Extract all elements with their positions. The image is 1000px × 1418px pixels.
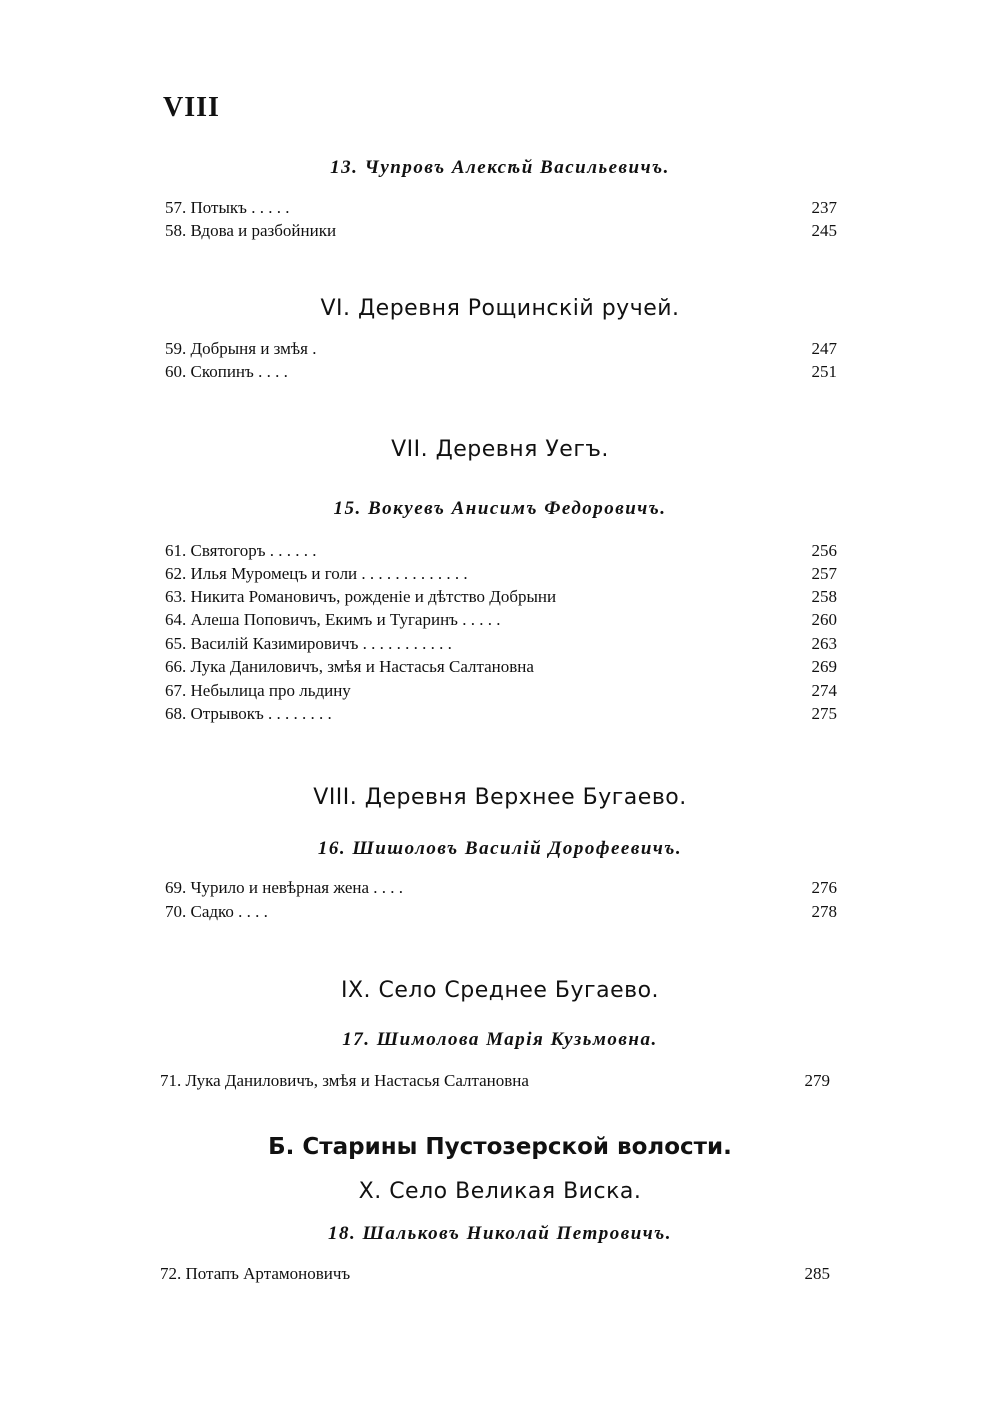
toc-entry[interactable] bbox=[165, 609, 837, 631]
toc-entry[interactable] bbox=[165, 220, 837, 242]
toc-entry[interactable] bbox=[165, 633, 837, 655]
section-heading-b: Б. Старины Пустозерской волости. bbox=[268, 1134, 732, 1160]
toc-entry[interactable] bbox=[165, 680, 837, 702]
author-heading-13: 13. Чупровъ Алексѣй Васильевичъ. bbox=[330, 157, 670, 178]
entry-title: 57. Потыкъ . . . . . bbox=[165, 198, 290, 217]
entry-title: 60. Скопинъ . . . . bbox=[165, 362, 288, 381]
entry-page: 260 bbox=[811, 610, 837, 629]
village-heading-7: VII. Деревня Уегъ. bbox=[391, 437, 609, 462]
entry-page: 285 bbox=[804, 1264, 830, 1283]
entry-title: 58. Вдова и разбойники bbox=[165, 221, 337, 240]
entry-title: 64. Алеша Поповичъ, Екимъ и Тугаринъ . . . . . bbox=[165, 610, 501, 629]
toc-entry[interactable] bbox=[165, 656, 837, 678]
toc-entry[interactable] bbox=[165, 703, 837, 725]
village-heading-10: X. Село Великая Виска. bbox=[358, 1179, 642, 1204]
toc-entry[interactable] bbox=[160, 1070, 830, 1092]
entry-title: 65. Василій Казимировичъ . . . . . . . . . . . bbox=[165, 634, 452, 653]
author-heading-18: 18. Шальковъ Николай Петровичъ. bbox=[327, 1223, 673, 1244]
entry-title: 67. Небылица про льдину bbox=[165, 681, 351, 700]
entry-page: 245 bbox=[811, 221, 837, 240]
author-heading-16: 16. Шишоловъ Василій Дорофеевичъ. bbox=[317, 838, 683, 859]
entry-title: 69. Чурило и невѣрная жена . . . . bbox=[165, 878, 404, 897]
entry-page: 251 bbox=[811, 362, 837, 381]
toc-entry[interactable] bbox=[165, 586, 837, 608]
entry-title: 66. Лука Даниловичъ, змѣя и Настасья Салтановна bbox=[165, 657, 534, 676]
entry-page: 274 bbox=[811, 681, 837, 700]
page-number: VIII bbox=[163, 92, 220, 123]
toc-entry[interactable] bbox=[165, 361, 837, 383]
entry-page: 275 bbox=[811, 704, 837, 723]
entry-page: 247 bbox=[811, 339, 837, 358]
toc-entry[interactable] bbox=[160, 1263, 830, 1285]
entry-title: 71. Лука Даниловичъ, змѣя и Настасья Салтановна bbox=[160, 1071, 529, 1090]
entry-title: 59. Добрыня и змѣя . bbox=[165, 339, 317, 358]
toc-entry[interactable] bbox=[165, 540, 837, 562]
village-heading-6: VI. Деревня Рощинскій ручей. bbox=[320, 296, 680, 321]
entry-page: 263 bbox=[811, 634, 837, 653]
entry-page: 257 bbox=[811, 564, 837, 583]
toc-entry[interactable] bbox=[165, 877, 837, 899]
author-heading-15: 15. Вокуевъ Анисимъ Федоровичъ. bbox=[333, 498, 667, 519]
entry-page: 276 bbox=[811, 878, 837, 897]
entry-title: 62. Илья Муромецъ и голи . . . . . . . . . . . . . bbox=[165, 564, 468, 583]
entry-page: 269 bbox=[811, 657, 837, 676]
toc-entry[interactable] bbox=[165, 901, 837, 923]
entry-title: 61. Святогоръ . . . . . . bbox=[165, 541, 317, 560]
village-heading-8: VIII. Деревня Верхнее Бугаево. bbox=[313, 785, 687, 810]
toc-entry[interactable] bbox=[165, 197, 837, 219]
entry-page: 279 bbox=[804, 1071, 830, 1090]
author-heading-17: 17. Шимолова Марія Кузьмовна. bbox=[342, 1029, 658, 1050]
toc-entry[interactable] bbox=[165, 563, 837, 585]
village-heading-9: IX. Село Среднее Бугаево. bbox=[340, 978, 660, 1003]
entry-page: 258 bbox=[811, 587, 837, 606]
toc-entry[interactable] bbox=[165, 338, 837, 360]
entry-page: 278 bbox=[811, 902, 837, 921]
entry-title: 70. Садко . . . . bbox=[165, 902, 268, 921]
entry-title: 72. Потапъ Артамоновичъ bbox=[160, 1264, 351, 1283]
entry-page: 256 bbox=[811, 541, 837, 560]
entry-title: 63. Никита Романовичъ, рожденіе и дѣтство Добрыни bbox=[165, 587, 557, 606]
entry-title: 68. Отрывокъ . . . . . . . . bbox=[165, 704, 332, 723]
entry-page: 237 bbox=[811, 198, 837, 217]
